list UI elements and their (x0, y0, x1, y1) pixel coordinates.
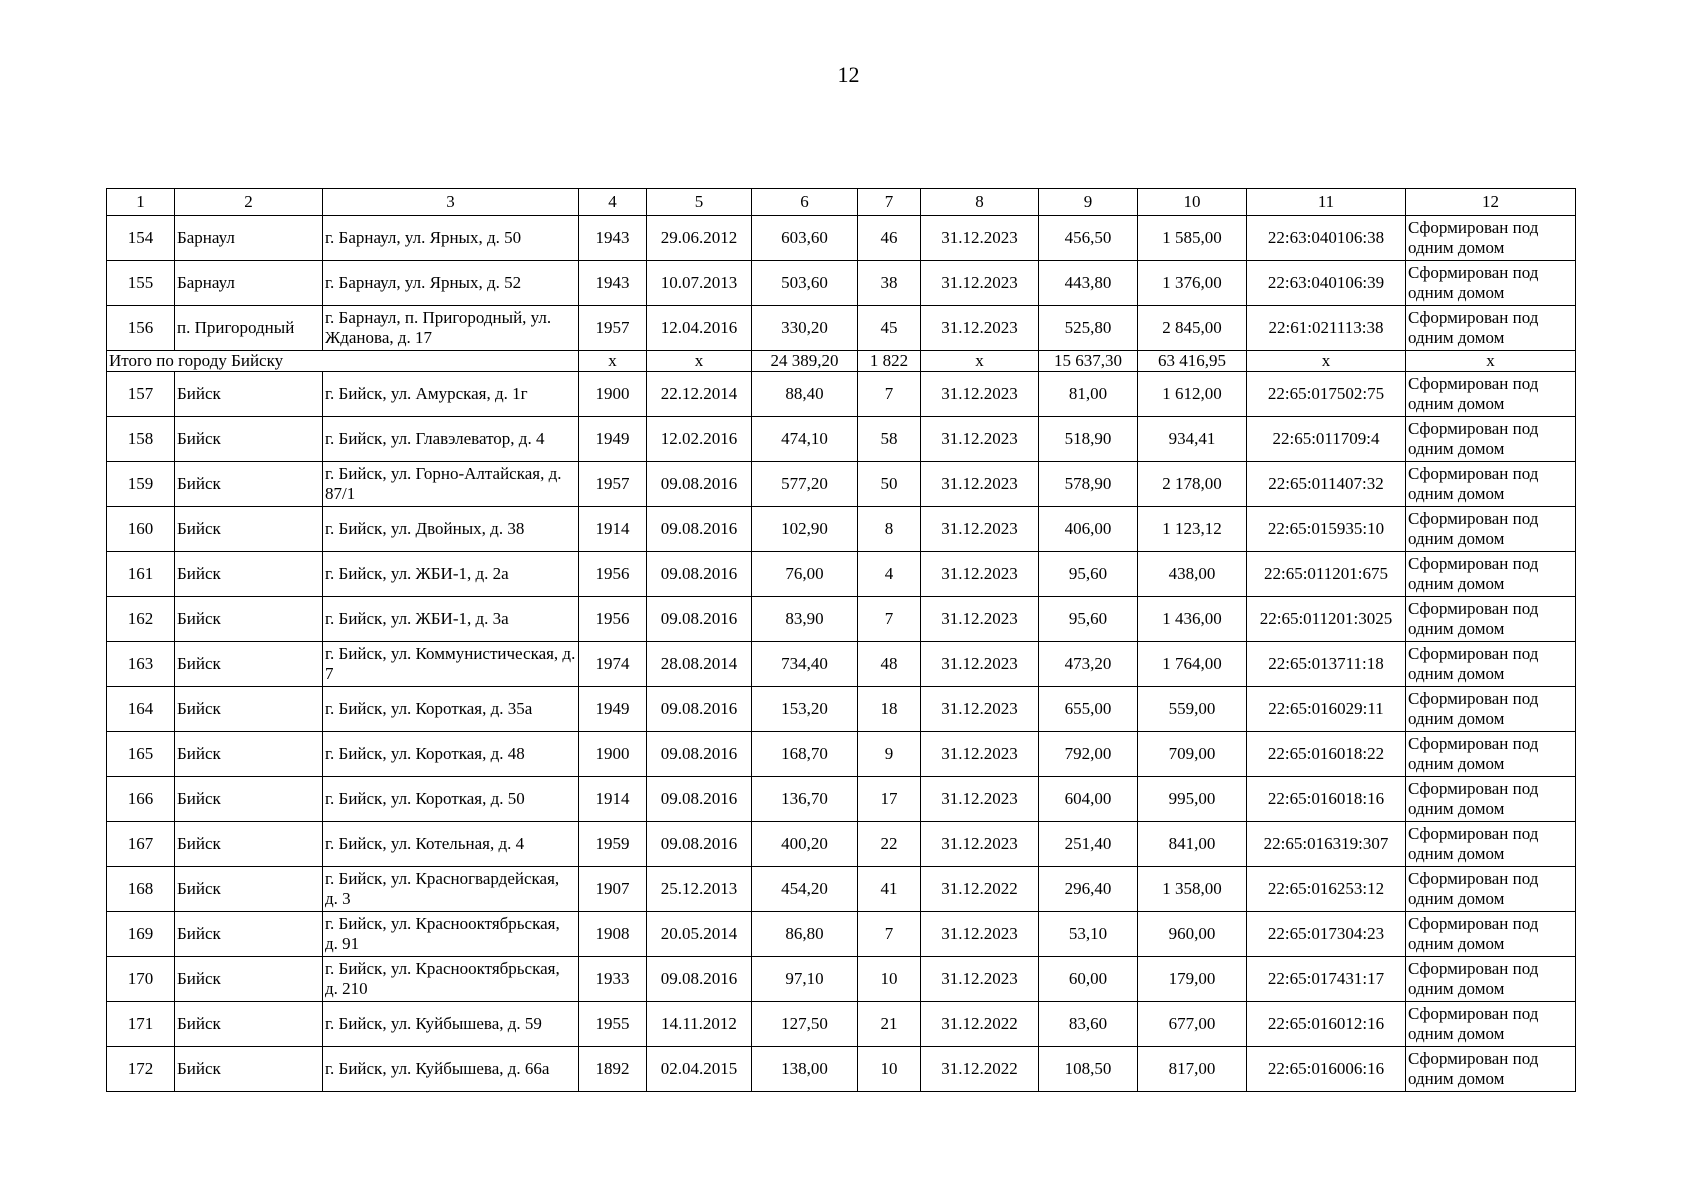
value9-cell: 473,20 (1039, 642, 1138, 687)
row-number-cell: 163 (107, 642, 175, 687)
value10-cell: 179,00 (1138, 957, 1247, 1002)
note-cell: Сформирован под одним домом (1406, 822, 1576, 867)
address-cell: г. Бийск, ул. Горно-Алтайская, д. 87/1 (323, 462, 579, 507)
deadline-cell: 31.12.2023 (921, 261, 1039, 306)
area-cell: 86,80 (752, 912, 858, 957)
column-number-cell: 3 (323, 189, 579, 216)
address-cell: г. Бийск, ул. Короткая, д. 35а (323, 687, 579, 732)
value9-cell: 296,40 (1039, 867, 1138, 912)
area-cell: 577,20 (752, 462, 858, 507)
table-row (107, 261, 1576, 306)
residents-cell: 46 (858, 216, 921, 261)
date-cell: 09.08.2016 (647, 732, 752, 777)
table-row (107, 912, 1576, 957)
date-cell: 12.02.2016 (647, 417, 752, 462)
locality-cell: Бийск (175, 822, 323, 867)
note-cell: Сформирован под одним домом (1406, 462, 1576, 507)
date-cell: 09.08.2016 (647, 687, 752, 732)
deadline-cell: 31.12.2023 (921, 777, 1039, 822)
date-cell: 09.08.2016 (647, 507, 752, 552)
cadastral-number-cell: 22:65:011407:32 (1247, 462, 1406, 507)
address-cell: г. Бийск, ул. Коммунистическая, д. 7 (323, 642, 579, 687)
column-number-cell: 9 (1039, 189, 1138, 216)
cadastral-number-cell: 22:65:016253:12 (1247, 867, 1406, 912)
cadastral-number-cell: 22:63:040106:38 (1247, 216, 1406, 261)
column-number-cell: 5 (647, 189, 752, 216)
total-c10-cell: 63 416,95 (1138, 351, 1247, 372)
deadline-cell: 31.12.2023 (921, 552, 1039, 597)
locality-cell: Бийск (175, 912, 323, 957)
year-cell: 1974 (579, 642, 647, 687)
address-cell: г. Бийск, ул. ЖБИ-1, д. 3а (323, 597, 579, 642)
cadastral-number-cell: 22:65:016006:16 (1247, 1047, 1406, 1092)
area-cell: 168,70 (752, 732, 858, 777)
value10-cell: 709,00 (1138, 732, 1247, 777)
address-cell: г. Бийск, ул. Двойных, д. 38 (323, 507, 579, 552)
year-cell: 1900 (579, 732, 647, 777)
row-number-cell: 165 (107, 732, 175, 777)
value10-cell: 1 358,00 (1138, 867, 1247, 912)
locality-cell: Бийск (175, 417, 323, 462)
year-cell: 1907 (579, 867, 647, 912)
cadastral-number-cell: 22:65:016018:22 (1247, 732, 1406, 777)
address-cell: г. Бийск, ул. Куйбышева, д. 66а (323, 1047, 579, 1092)
year-cell: 1949 (579, 417, 647, 462)
area-cell: 330,20 (752, 306, 858, 351)
note-cell: Сформирован под одним домом (1406, 732, 1576, 777)
residents-cell: 45 (858, 306, 921, 351)
residents-cell: 7 (858, 912, 921, 957)
row-number-cell: 159 (107, 462, 175, 507)
value10-cell: 1 764,00 (1138, 642, 1247, 687)
date-cell: 10.07.2013 (647, 261, 752, 306)
note-cell: Сформирован под одним домом (1406, 1047, 1576, 1092)
address-cell: г. Бийск, ул. Котельная, д. 4 (323, 822, 579, 867)
row-number-cell: 158 (107, 417, 175, 462)
note-cell: Сформирован под одним домом (1406, 417, 1576, 462)
total-c8-cell: x (921, 351, 1039, 372)
residents-cell: 41 (858, 867, 921, 912)
value9-cell: 251,40 (1039, 822, 1138, 867)
deadline-cell: 31.12.2022 (921, 1047, 1039, 1092)
residents-cell: 7 (858, 597, 921, 642)
page-number: 12 (837, 62, 860, 87)
row-number-cell: 154 (107, 216, 175, 261)
total-c12-cell: x (1406, 351, 1576, 372)
locality-cell: Бийск (175, 507, 323, 552)
address-cell: г. Бийск, ул. Амурская, д. 1г (323, 372, 579, 417)
value9-cell: 456,50 (1039, 216, 1138, 261)
value10-cell: 559,00 (1138, 687, 1247, 732)
table-row (107, 372, 1576, 417)
deadline-cell: 31.12.2023 (921, 732, 1039, 777)
date-cell: 02.04.2015 (647, 1047, 752, 1092)
column-number-cell: 8 (921, 189, 1039, 216)
value9-cell: 792,00 (1039, 732, 1138, 777)
area-cell: 83,90 (752, 597, 858, 642)
table-row (107, 867, 1576, 912)
row-number-cell: 164 (107, 687, 175, 732)
table-row (107, 642, 1576, 687)
row-number-cell: 169 (107, 912, 175, 957)
deadline-cell: 31.12.2023 (921, 507, 1039, 552)
deadline-cell: 31.12.2023 (921, 642, 1039, 687)
value10-cell: 1 436,00 (1138, 597, 1247, 642)
date-cell: 14.11.2012 (647, 1002, 752, 1047)
year-cell: 1955 (579, 1002, 647, 1047)
date-cell: 09.08.2016 (647, 777, 752, 822)
date-cell: 09.08.2016 (647, 597, 752, 642)
cadastral-number-cell: 22:65:011709:4 (1247, 417, 1406, 462)
note-cell: Сформирован под одним домом (1406, 507, 1576, 552)
deadline-cell: 31.12.2022 (921, 867, 1039, 912)
value9-cell: 518,90 (1039, 417, 1138, 462)
value9-cell: 60,00 (1039, 957, 1138, 1002)
cadastral-number-cell: 22:65:017304:23 (1247, 912, 1406, 957)
residents-cell: 58 (858, 417, 921, 462)
address-cell: г. Барнаул, ул. Ярных, д. 50 (323, 216, 579, 261)
note-cell: Сформирован под одним домом (1406, 372, 1576, 417)
address-cell: г. Барнаул, ул. Ярных, д. 52 (323, 261, 579, 306)
date-cell: 09.08.2016 (647, 822, 752, 867)
note-cell: Сформирован под одним домом (1406, 642, 1576, 687)
locality-cell: Бийск (175, 732, 323, 777)
total-c9-cell: 15 637,30 (1039, 351, 1138, 372)
note-cell: Сформирован под одним домом (1406, 867, 1576, 912)
value9-cell: 95,60 (1039, 552, 1138, 597)
year-cell: 1914 (579, 777, 647, 822)
locality-cell: Бийск (175, 1047, 323, 1092)
row-number-cell: 170 (107, 957, 175, 1002)
residents-cell: 7 (858, 372, 921, 417)
value10-cell: 995,00 (1138, 777, 1247, 822)
value9-cell: 406,00 (1039, 507, 1138, 552)
note-cell: Сформирован под одним домом (1406, 597, 1576, 642)
note-cell: Сформирован под одним домом (1406, 216, 1576, 261)
area-cell: 88,40 (752, 372, 858, 417)
cadastral-number-cell: 22:65:015935:10 (1247, 507, 1406, 552)
total-label: Итого по городу Бийску (107, 351, 579, 372)
date-cell: 25.12.2013 (647, 867, 752, 912)
locality-cell: Бийск (175, 372, 323, 417)
address-cell: г. Барнаул, п. Пригородный, ул. Жданова, д. 17 (323, 306, 579, 351)
deadline-cell: 31.12.2023 (921, 597, 1039, 642)
residents-cell: 9 (858, 732, 921, 777)
note-cell: Сформирован под одним домом (1406, 552, 1576, 597)
table-row (107, 1047, 1576, 1092)
value10-cell: 438,00 (1138, 552, 1247, 597)
value10-cell: 1 376,00 (1138, 261, 1247, 306)
locality-cell: Барнаул (175, 216, 323, 261)
address-cell: г. Бийск, ул. ЖБИ-1, д. 2а (323, 552, 579, 597)
area-cell: 503,60 (752, 261, 858, 306)
value9-cell: 655,00 (1039, 687, 1138, 732)
deadline-cell: 31.12.2023 (921, 216, 1039, 261)
total-c6-cell: 24 389,20 (752, 351, 858, 372)
cadastral-number-cell: 22:65:013711:18 (1247, 642, 1406, 687)
year-cell: 1908 (579, 912, 647, 957)
column-number-cell: 10 (1138, 189, 1247, 216)
residents-cell: 18 (858, 687, 921, 732)
year-cell: 1943 (579, 261, 647, 306)
value10-cell: 1 585,00 (1138, 216, 1247, 261)
cadastral-number-cell: 22:63:040106:39 (1247, 261, 1406, 306)
table-row (107, 687, 1576, 732)
value10-cell: 960,00 (1138, 912, 1247, 957)
cadastral-number-cell: 22:65:011201:675 (1247, 552, 1406, 597)
residents-cell: 17 (858, 777, 921, 822)
cadastral-number-cell: 22:65:016012:16 (1247, 1002, 1406, 1047)
address-cell: г. Бийск, ул. Короткая, д. 50 (323, 777, 579, 822)
row-number-cell: 168 (107, 867, 175, 912)
table-row (107, 507, 1576, 552)
locality-cell: Бийск (175, 957, 323, 1002)
year-cell: 1949 (579, 687, 647, 732)
date-cell: 22.12.2014 (647, 372, 752, 417)
date-cell: 29.06.2012 (647, 216, 752, 261)
total-c4-cell: x (579, 351, 647, 372)
locality-cell: Бийск (175, 642, 323, 687)
area-cell: 474,10 (752, 417, 858, 462)
area-cell: 138,00 (752, 1047, 858, 1092)
note-cell: Сформирован под одним домом (1406, 306, 1576, 351)
cadastral-number-cell: 22:65:017431:17 (1247, 957, 1406, 1002)
area-cell: 153,20 (752, 687, 858, 732)
row-number-cell: 166 (107, 777, 175, 822)
column-number-cell: 1 (107, 189, 175, 216)
date-cell: 28.08.2014 (647, 642, 752, 687)
address-cell: г. Бийск, ул. Краснооктябрьская, д. 210 (323, 957, 579, 1002)
row-number-cell: 167 (107, 822, 175, 867)
column-number-cell: 6 (752, 189, 858, 216)
value9-cell: 604,00 (1039, 777, 1138, 822)
date-cell: 09.08.2016 (647, 552, 752, 597)
total-c5-cell: x (647, 351, 752, 372)
residents-cell: 10 (858, 1047, 921, 1092)
column-number-cell: 7 (858, 189, 921, 216)
area-cell: 454,20 (752, 867, 858, 912)
row-number-cell: 155 (107, 261, 175, 306)
value10-cell: 1 123,12 (1138, 507, 1247, 552)
note-cell: Сформирован под одним домом (1406, 261, 1576, 306)
row-number-cell: 161 (107, 552, 175, 597)
note-cell: Сформирован под одним домом (1406, 777, 1576, 822)
cadastral-number-cell: 22:65:017502:75 (1247, 372, 1406, 417)
residents-cell: 8 (858, 507, 921, 552)
column-number-cell: 11 (1247, 189, 1406, 216)
note-cell: Сформирован под одним домом (1406, 1002, 1576, 1047)
value10-cell: 817,00 (1138, 1047, 1247, 1092)
note-cell: Сформирован под одним домом (1406, 687, 1576, 732)
year-cell: 1943 (579, 216, 647, 261)
residents-cell: 10 (858, 957, 921, 1002)
value9-cell: 525,80 (1039, 306, 1138, 351)
cadastral-number-cell: 22:65:016018:16 (1247, 777, 1406, 822)
deadline-cell: 31.12.2023 (921, 462, 1039, 507)
column-number-cell: 4 (579, 189, 647, 216)
deadline-cell: 31.12.2023 (921, 306, 1039, 351)
date-cell: 20.05.2014 (647, 912, 752, 957)
value10-cell: 677,00 (1138, 1002, 1247, 1047)
value10-cell: 841,00 (1138, 822, 1247, 867)
table-row (107, 462, 1576, 507)
area-cell: 734,40 (752, 642, 858, 687)
value9-cell: 53,10 (1039, 912, 1138, 957)
table-row (107, 1002, 1576, 1047)
residents-cell: 48 (858, 642, 921, 687)
table-row (107, 957, 1576, 1002)
note-cell: Сформирован под одним домом (1406, 957, 1576, 1002)
total-c7-cell: 1 822 (858, 351, 921, 372)
row-number-cell: 172 (107, 1047, 175, 1092)
year-cell: 1956 (579, 597, 647, 642)
address-cell: г. Бийск, ул. Короткая, д. 48 (323, 732, 579, 777)
cadastral-number-cell: 22:65:016319:307 (1247, 822, 1406, 867)
table-row (107, 306, 1576, 351)
area-cell: 76,00 (752, 552, 858, 597)
address-cell: г. Бийск, ул. Краснооктябрьская, д. 91 (323, 912, 579, 957)
year-cell: 1957 (579, 306, 647, 351)
table-row (107, 732, 1576, 777)
total-c11-cell: x (1247, 351, 1406, 372)
row-number-cell: 162 (107, 597, 175, 642)
year-cell: 1900 (579, 372, 647, 417)
total-row (107, 351, 1576, 372)
table-row (107, 777, 1576, 822)
value10-cell: 2 178,00 (1138, 462, 1247, 507)
row-number-cell: 171 (107, 1002, 175, 1047)
note-cell: Сформирован под одним домом (1406, 912, 1576, 957)
locality-cell: Бийск (175, 1002, 323, 1047)
locality-cell: Бийск (175, 777, 323, 822)
deadline-cell: 31.12.2023 (921, 372, 1039, 417)
value9-cell: 443,80 (1039, 261, 1138, 306)
value10-cell: 1 612,00 (1138, 372, 1247, 417)
address-cell: г. Бийск, ул. Главэлеватор, д. 4 (323, 417, 579, 462)
locality-cell: Бийск (175, 597, 323, 642)
housing-registry-table (106, 188, 1576, 1092)
row-number-cell: 157 (107, 372, 175, 417)
value9-cell: 108,50 (1039, 1047, 1138, 1092)
year-cell: 1957 (579, 462, 647, 507)
year-cell: 1956 (579, 552, 647, 597)
table-row (107, 597, 1576, 642)
year-cell: 1892 (579, 1047, 647, 1092)
residents-cell: 50 (858, 462, 921, 507)
value9-cell: 81,00 (1039, 372, 1138, 417)
locality-cell: Бийск (175, 687, 323, 732)
residents-cell: 21 (858, 1002, 921, 1047)
area-cell: 136,70 (752, 777, 858, 822)
locality-cell: Бийск (175, 552, 323, 597)
value10-cell: 2 845,00 (1138, 306, 1247, 351)
year-cell: 1933 (579, 957, 647, 1002)
cadastral-number-cell: 22:65:016029:11 (1247, 687, 1406, 732)
deadline-cell: 31.12.2022 (921, 1002, 1039, 1047)
date-cell: 09.08.2016 (647, 957, 752, 1002)
deadline-cell: 31.12.2023 (921, 957, 1039, 1002)
table-row (107, 552, 1576, 597)
column-number-cell: 12 (1406, 189, 1576, 216)
locality-cell: п. Пригородный (175, 306, 323, 351)
table-row (107, 822, 1576, 867)
row-number-cell: 160 (107, 507, 175, 552)
deadline-cell: 31.12.2023 (921, 912, 1039, 957)
table-row (107, 216, 1576, 261)
area-cell: 400,20 (752, 822, 858, 867)
residents-cell: 22 (858, 822, 921, 867)
deadline-cell: 31.12.2023 (921, 417, 1039, 462)
area-cell: 102,90 (752, 507, 858, 552)
column-number-row (107, 189, 1576, 216)
address-cell: г. Бийск, ул. Куйбышева, д. 59 (323, 1002, 579, 1047)
value10-cell: 934,41 (1138, 417, 1247, 462)
value9-cell: 83,60 (1039, 1002, 1138, 1047)
residents-cell: 38 (858, 261, 921, 306)
residents-cell: 4 (858, 552, 921, 597)
address-cell: г. Бийск, ул. Красногвардейская, д. 3 (323, 867, 579, 912)
cadastral-number-cell: 22:65:011201:3025 (1247, 597, 1406, 642)
locality-cell: Бийск (175, 462, 323, 507)
value9-cell: 578,90 (1039, 462, 1138, 507)
date-cell: 12.04.2016 (647, 306, 752, 351)
area-cell: 127,50 (752, 1002, 858, 1047)
locality-cell: Бийск (175, 867, 323, 912)
locality-cell: Барнаул (175, 261, 323, 306)
cadastral-number-cell: 22:61:021113:38 (1247, 306, 1406, 351)
row-number-cell: 156 (107, 306, 175, 351)
deadline-cell: 31.12.2023 (921, 687, 1039, 732)
table-row (107, 417, 1576, 462)
date-cell: 09.08.2016 (647, 462, 752, 507)
year-cell: 1914 (579, 507, 647, 552)
area-cell: 603,60 (752, 216, 858, 261)
year-cell: 1959 (579, 822, 647, 867)
value9-cell: 95,60 (1039, 597, 1138, 642)
deadline-cell: 31.12.2023 (921, 822, 1039, 867)
column-number-cell: 2 (175, 189, 323, 216)
area-cell: 97,10 (752, 957, 858, 1002)
